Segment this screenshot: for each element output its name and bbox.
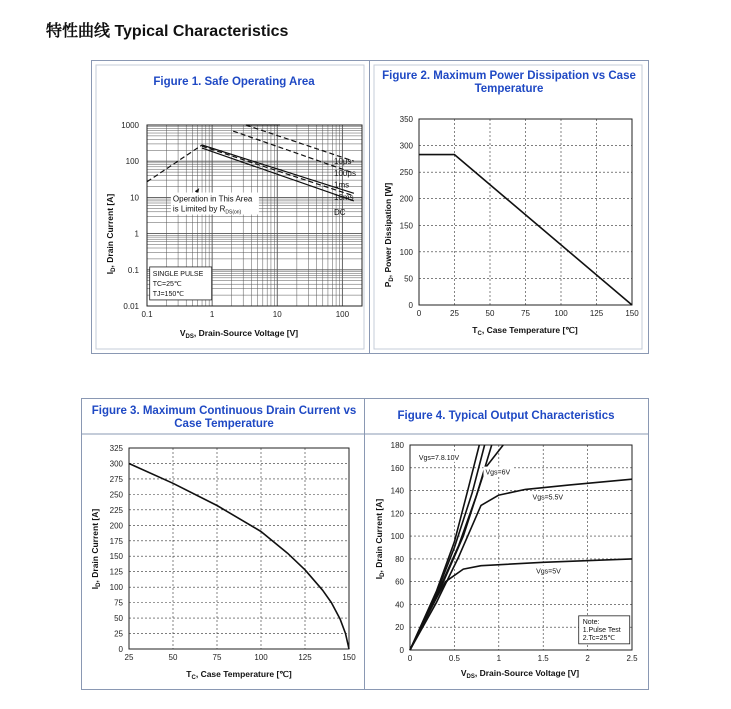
label-vgs-7-8-10v: Vgs=7.8.10V <box>418 454 460 462</box>
ylabel-rest: , Power Dissipation [W] <box>383 182 393 278</box>
figure-4-panel <box>364 398 649 690</box>
figure-2-panel <box>369 60 649 354</box>
y-tick-label: 0 <box>118 645 123 654</box>
svg-text:ID, Drain Current [A] <box>105 194 117 275</box>
figure-2-title: Figure 2. Maximum Power Dissipation vs Case <box>382 70 636 82</box>
x-tick-label: 125 <box>589 309 604 318</box>
x-tick-label: 25 <box>124 653 134 662</box>
figure-1-svg <box>92 61 370 353</box>
y-tick-label: 25 <box>114 629 123 639</box>
figure-3-title: Figure 3. Maximum Continuous Drain Current vs <box>91 405 357 417</box>
condition-text: TJ=150℃ <box>152 290 185 298</box>
figure-4-plot <box>391 441 638 663</box>
figure-4-svg <box>365 399 648 689</box>
xlabel-rest: , Drain-Source Voltage [V] <box>193 328 299 338</box>
curve-label: 10ms <box>334 192 354 202</box>
y-tick-label: 125 <box>109 567 123 577</box>
y-tick-label: 100 <box>125 157 139 167</box>
ylabel-rest: , Drain Current [A] <box>105 193 115 268</box>
xlabel-sub: C <box>477 331 482 337</box>
xlabel-main: V <box>460 668 467 678</box>
figure-1-title: Figure 1. Safe Operating Area <box>153 76 315 88</box>
ylabel-sub: D <box>380 572 386 577</box>
figure-2-ylabel <box>383 183 395 288</box>
ylabel-main: I <box>90 586 100 590</box>
xlabel-main: V <box>179 328 186 338</box>
y-tick-label: 100 <box>390 532 404 542</box>
y-tick-label: 200 <box>109 521 123 531</box>
y-tick-label: 40 <box>395 600 404 610</box>
figure-4-title: Figure 4. Typical Output Characteristics <box>397 410 615 422</box>
y-tick-label: 80 <box>395 554 404 564</box>
figure-3-panel <box>81 398 366 690</box>
y-tick-label: 275 <box>109 474 123 484</box>
figure-2-plot <box>400 115 640 318</box>
ylabel-main: P <box>383 281 393 288</box>
y-tick-label: 350 <box>399 115 413 124</box>
x-tick-label: 125 <box>298 653 312 662</box>
figure-2-xlabel <box>472 325 578 337</box>
y-tick-label: 0 <box>399 646 404 655</box>
label-vgs-6v: Vgs=6V <box>485 469 511 477</box>
x-tick-label: 25 <box>450 309 459 318</box>
condition-text: TC=25℃ <box>152 280 182 288</box>
x-tick-label: 75 <box>521 309 530 318</box>
condition-text: SINGLE PULSE <box>152 270 204 278</box>
y-tick-label: 100 <box>109 583 123 593</box>
x-tick-label: 0 <box>407 654 413 663</box>
y-tick-label: 0 <box>408 301 413 310</box>
y-tick-label: 160 <box>390 463 404 473</box>
figure-3-ylabel <box>90 509 102 590</box>
limit-annotation-main: is Limited by R <box>172 204 226 214</box>
figure-4-ylabel <box>374 499 386 580</box>
y-tick-label: 50 <box>114 614 123 624</box>
y-tick-label: 100 <box>399 247 413 257</box>
figure-3-plot <box>110 444 357 662</box>
xlabel-rest: , Case Temperature [℃] <box>195 669 292 679</box>
xlabel-main: T <box>472 325 478 335</box>
figure-2-title-line2: Temperature <box>474 83 544 95</box>
x-tick-label: 100 <box>254 653 268 662</box>
xlabel-sub: DS <box>185 334 194 340</box>
y-tick-label: 150 <box>399 221 413 231</box>
ylabel-rest: , Drain Current [A] <box>90 508 100 583</box>
xlabel-main: T <box>186 669 192 679</box>
figure-2-svg <box>370 61 648 353</box>
y-tick-label: 150 <box>109 552 123 562</box>
y-tick-label: 50 <box>404 274 413 284</box>
limit-annotation-sub: DS(on) <box>225 209 242 216</box>
y-tick-label: 1000 <box>121 121 139 130</box>
y-tick-label: 325 <box>109 444 123 453</box>
y-tick-label: 250 <box>399 168 413 178</box>
series-line <box>410 445 485 650</box>
x-tick-label: 100 <box>554 309 568 318</box>
y-tick-label: 1 <box>134 229 139 239</box>
x-tick-label: 50 <box>168 653 178 662</box>
curve-label: 10μs <box>334 157 352 167</box>
figure-1-ylabel <box>105 194 117 275</box>
y-tick-label: 60 <box>395 577 404 587</box>
note-text: 1.Pulse Test <box>582 626 621 634</box>
x-tick-label: 0 <box>416 309 422 318</box>
xlabel-sub: DS <box>466 674 475 680</box>
figure-1-plot <box>121 121 362 319</box>
xlabel-rest: , Case Temperature [℃] <box>481 325 578 335</box>
y-tick-label: 20 <box>395 623 404 633</box>
x-tick-label: 10 <box>272 310 282 319</box>
y-tick-label: 0.1 <box>127 265 139 275</box>
figure-3-svg <box>82 399 365 689</box>
series-line <box>419 155 632 305</box>
note-text: Note: <box>582 618 600 626</box>
y-tick-label: 0.01 <box>123 302 139 311</box>
curve-label: DC <box>334 207 346 217</box>
figure-1-panel <box>91 60 371 354</box>
y-tick-label: 300 <box>399 141 413 151</box>
ylabel-main: I <box>105 271 115 275</box>
figure-1-xlabel <box>180 328 298 340</box>
figure-3-title-line2: Case Temperature <box>174 418 274 430</box>
svg-text:PD, Power Dissipation [W] <box>383 183 395 288</box>
y-tick-label: 225 <box>109 505 123 515</box>
label-vgs-5-5v: Vgs=5.5V <box>532 494 564 502</box>
x-tick-label: 150 <box>342 653 356 662</box>
x-tick-label: 100 <box>335 310 350 319</box>
arrow-head <box>195 188 199 193</box>
y-tick-label: 175 <box>109 536 123 546</box>
label-vgs-5v: Vgs=5V <box>536 568 561 576</box>
y-tick-label: 250 <box>109 490 123 500</box>
svg-text:ID, Drain Current [A] <box>374 499 386 580</box>
x-tick-label: 1.5 <box>537 654 549 663</box>
x-tick-label: 1 <box>496 654 502 663</box>
y-tick-label: 180 <box>390 441 404 450</box>
x-tick-label: 2 <box>585 654 590 663</box>
y-tick-label: 10 <box>130 193 139 203</box>
y-tick-label: 75 <box>114 598 123 608</box>
series-line <box>410 445 479 650</box>
x-tick-label: 75 <box>212 653 222 662</box>
y-tick-label: 300 <box>109 459 123 469</box>
series-line <box>410 445 492 650</box>
curve-label: 100μs <box>334 169 356 179</box>
x-tick-label: 0.5 <box>448 654 460 663</box>
page-title: 特性曲线 Typical Characteristics <box>46 23 289 40</box>
figure-4-xlabel <box>461 668 579 680</box>
ylabel-sub: D <box>96 582 102 587</box>
svg-text:ID, Drain Current [A] <box>90 509 102 590</box>
xlabel-rest: , Drain-Source Voltage [V] <box>474 668 580 678</box>
x-tick-label: 0.1 <box>141 310 153 319</box>
y-tick-label: 120 <box>390 509 404 519</box>
ylabel-sub: D <box>389 277 395 282</box>
figure-3-xlabel <box>186 669 292 681</box>
x-tick-label: 1 <box>209 310 215 319</box>
xlabel-sub: C <box>191 675 196 681</box>
y-tick-label: 200 <box>399 194 413 204</box>
x-tick-label: 50 <box>485 309 495 318</box>
ylabel-main: I <box>374 576 384 580</box>
ylabel-sub: D <box>111 267 117 272</box>
y-tick-label: 140 <box>390 486 404 496</box>
limit-annotation-line1: Operation in This Area <box>172 194 253 204</box>
ylabel-rest: , Drain Current [A] <box>374 498 384 573</box>
x-tick-label: 2.5 <box>626 654 638 663</box>
x-tick-label: 150 <box>625 309 639 318</box>
note-text: 2.Tc=25℃ <box>582 634 616 642</box>
curve-label: 1ms <box>334 180 350 190</box>
